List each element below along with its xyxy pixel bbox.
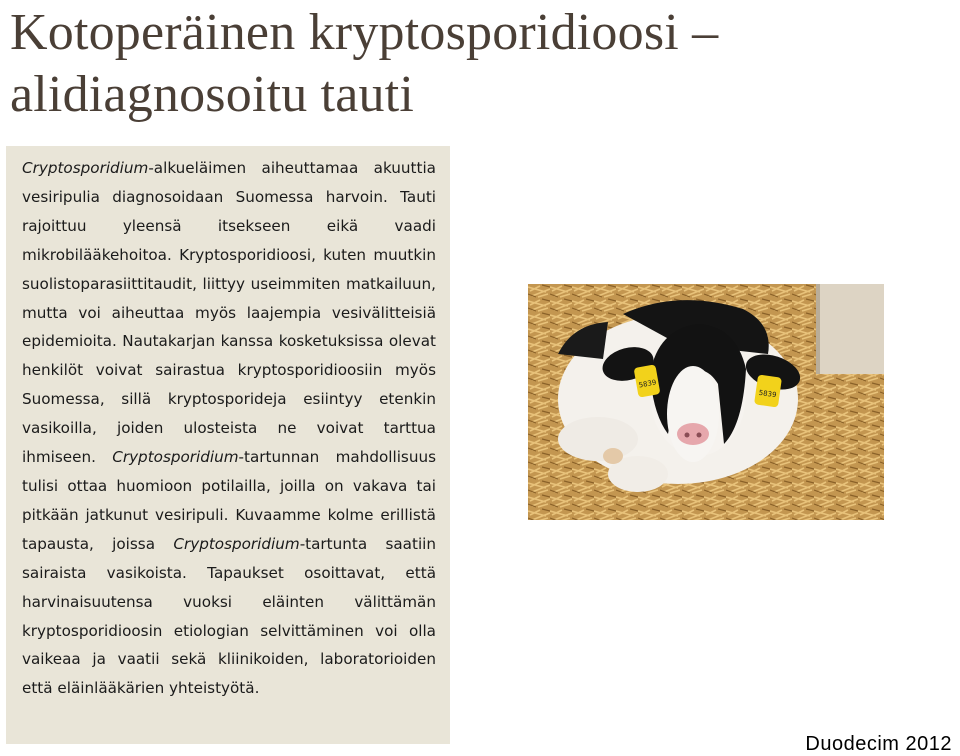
abstract-text <box>22 154 436 703</box>
footer-source: Duodecim 2012 <box>805 733 952 755</box>
abstract-sentence-3: -tartunta saatiin sairaista vasikoista. Tapaukset osoittavat, että harvinaisuutensa vuoksi eläinten välittämän kryptosporidioosin etiologian selvittäminen voi olla vaikeaa ja vaatii sekä kliinikoiden, laboratorioiden että eläinlääkärien yhteistyötä. <box>22 534 437 698</box>
title-line-2: alidiagnosoitu tauti <box>10 66 415 123</box>
organism-name: Cryptosporidium <box>173 534 300 553</box>
organism-name: Cryptosporidium <box>22 159 149 177</box>
calf-illustration <box>528 284 884 520</box>
abstract-box <box>6 146 450 744</box>
calf-leg <box>558 417 638 461</box>
abstract-sentence-1: -alkueläimen aiheuttamaa akuuttia vesiripulia diagnosoidaan Suomessa harvoin. Tauti rajoittuu yleensä itsekseen eikä vaadi mikrobilääkehoitoa. Kryptosporidioosi, kuten muutkin suolistoparasiittitaudit, liittyy useimmiten matkailuun, mutta voi aiheuttaa myös laajempia vesivälitteisiä epidemioita. Nautakarjan kanssa kosketuksissa olevat henkilöt voivat sairastua kryptosporidioosiin myös Suomessa, sillä kryptosporideja esiintyy etenkin vasikoilla, joiden ulosteista ne voivat tarttua ihmiseen. <box>22 159 436 467</box>
calf-nose <box>677 423 709 445</box>
organism-name: Cryptosporidium <box>112 448 239 467</box>
ear-tag-left-number: 5839 <box>638 378 657 390</box>
calf-photo <box>528 284 884 520</box>
ear-tag-right-number: 5839 <box>758 388 777 400</box>
abstract-sentence-2: -tartunnan mahdollisuus tulisi ottaa huomioon potilailla, joilla on vakava tai pitkään jatkunut vesiripuli. Kuvaamme kolme erillistä tapausta, joissa <box>22 448 436 553</box>
article-title <box>10 2 910 126</box>
barn-wall <box>816 284 884 374</box>
title-line-1: Kotoperäinen kryptosporidioosi – <box>10 4 719 61</box>
